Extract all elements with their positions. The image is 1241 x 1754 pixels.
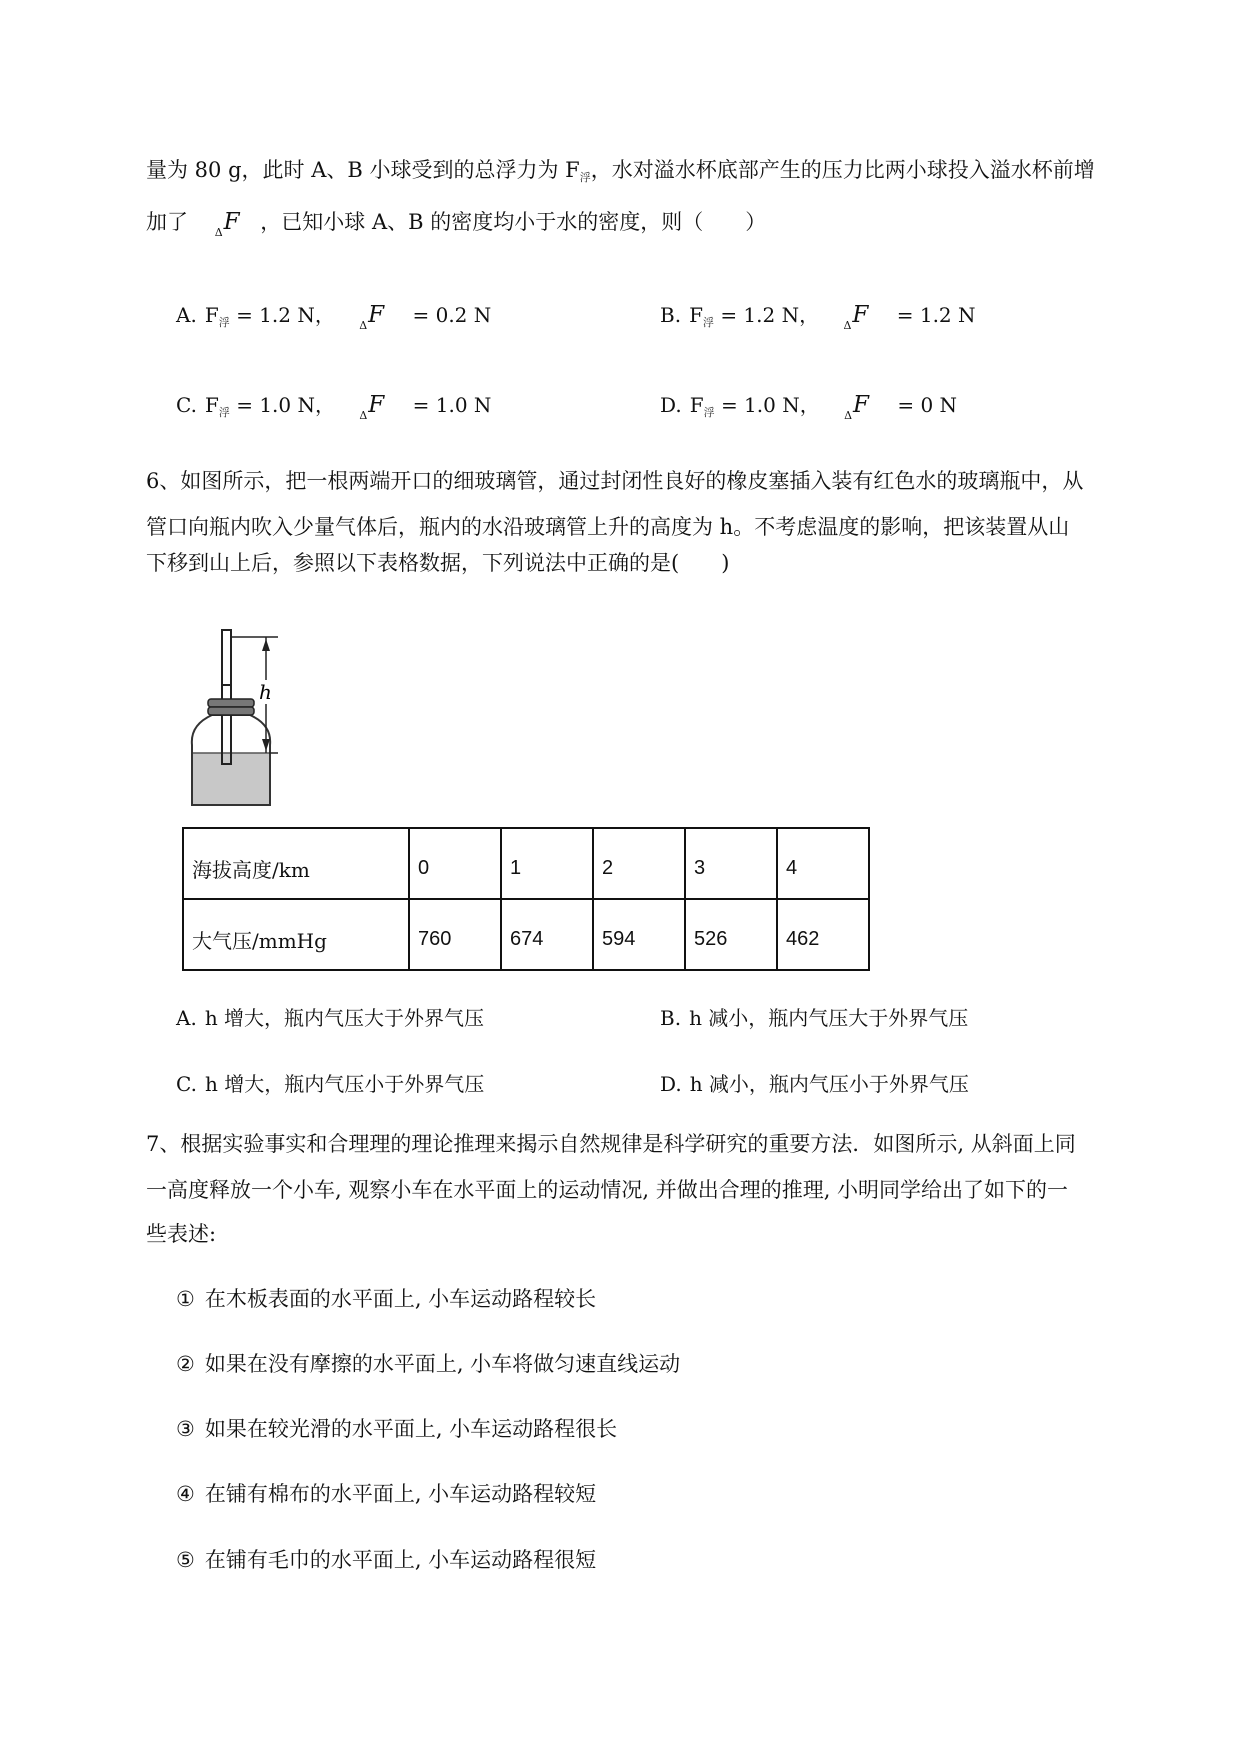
- statement-text: 如果在较光滑的水平面上, 小车运动路程很长: [204, 1417, 618, 1441]
- q5-option-a[interactable]: [176, 300, 491, 341]
- q6-option-d[interactable]: [660, 1069, 969, 1099]
- table-row: [183, 828, 869, 899]
- q5-option-c[interactable]: [176, 390, 491, 431]
- q6-option-c[interactable]: [176, 1069, 484, 1099]
- q5-stem-line-2: [146, 207, 766, 248]
- option-text: h 减小，瓶内气压大于外界气压: [689, 1006, 969, 1030]
- option-value: = 1.2 N: [896, 303, 976, 327]
- option-label: D.: [660, 1072, 682, 1096]
- q5-stem-text: 加了: [146, 210, 188, 234]
- q6-stem-line-3: 下移到山上后，参照以下表格数据，下列说法中正确的是( ): [146, 551, 730, 575]
- q7-stem-line-3: 些表述:: [146, 1222, 217, 1246]
- statement-text: 在铺有棉布的水平面上, 小车运动路程较短: [204, 1482, 597, 1506]
- force-symbol: F: [223, 209, 240, 235]
- option-label: A.: [176, 1006, 197, 1030]
- option-label: C.: [176, 393, 197, 417]
- option-label: C.: [176, 1072, 197, 1096]
- option-value: = 1.2 N，: [720, 303, 820, 327]
- buoyancy-subscript: 浮: [703, 406, 715, 419]
- buoyancy-subscript: 浮: [218, 406, 230, 419]
- option-label: A.: [176, 303, 197, 327]
- option-label: D.: [660, 393, 682, 417]
- altitude-pressure-table: [182, 827, 870, 971]
- delta-symbol: Δ: [843, 319, 852, 332]
- table-row: [183, 899, 869, 970]
- q5-option-b[interactable]: [660, 300, 976, 341]
- q5-stem-text: ，已知小球 A、B 的密度均小于水的密度，则（ ）: [260, 210, 767, 234]
- force-symbol: F: [689, 393, 704, 417]
- delta-symbol: Δ: [214, 226, 223, 239]
- option-text: h 增大，瓶内气压小于外界气压: [204, 1072, 485, 1096]
- table-cell: 674: [501, 899, 593, 970]
- force-symbol: F: [853, 392, 869, 418]
- q7-statement-4: [176, 1479, 596, 1509]
- q6-stem-line-2: 管口向瓶内吹入少量气体后，瓶内的水沿玻璃管上升的高度为 h。不考虑温度的影响，把该装置从山: [146, 515, 1070, 539]
- q6-option-a[interactable]: [176, 1003, 484, 1033]
- option-text: h 减小，瓶内气压小于外界气压: [689, 1072, 969, 1096]
- force-symbol: F: [368, 302, 385, 328]
- statement-text: 在铺有毛巾的水平面上, 小车运动路程很短: [204, 1548, 597, 1572]
- table-cell: 4: [777, 828, 869, 899]
- table-header-pressure: 大气压/mmHg: [183, 899, 409, 970]
- option-value: = 0.2 N: [412, 303, 492, 327]
- q5-stem-text: 量为 80 g，此时 A、B 小球受到的总浮力为 F: [146, 158, 580, 182]
- buoyancy-subscript: 浮: [702, 316, 714, 329]
- q7-stem-line-1: 7、根据实验事实和合理理的理论推理来揭示自然规律是科学研究的重要方法．如图所示, 从斜面上同: [146, 1132, 1076, 1156]
- statement-number: ④: [176, 1482, 195, 1506]
- q7-statement-5: [176, 1545, 596, 1575]
- force-symbol: F: [689, 303, 703, 327]
- statement-text: 在木板表面的水平面上, 小车运动路程较长: [204, 1287, 597, 1311]
- stopper-ring: [208, 699, 254, 707]
- statement-number: ②: [176, 1352, 195, 1376]
- option-label: B.: [660, 1006, 682, 1030]
- table-cell: 3: [685, 828, 777, 899]
- force-symbol: F: [204, 303, 219, 327]
- table-cell: 594: [593, 899, 685, 970]
- buoyancy-subscript: 浮: [218, 316, 230, 329]
- delta-symbol: Δ: [844, 409, 853, 422]
- option-value: = 0 N: [897, 393, 958, 417]
- option-value: = 1.0 N，: [236, 393, 335, 417]
- statement-text: 如果在没有摩擦的水平面上, 小车将做匀速直线运动: [204, 1352, 681, 1376]
- table-cell: 760: [409, 899, 501, 970]
- q7-statement-1: [176, 1284, 596, 1314]
- q5-option-d[interactable]: [660, 390, 957, 431]
- statement-number: ⑤: [176, 1548, 195, 1572]
- table-cell: 0: [409, 828, 501, 899]
- delta-symbol: Δ: [359, 409, 368, 422]
- stopper-ring: [208, 707, 254, 715]
- force-symbol: F: [204, 393, 219, 417]
- q6-stem-line-1: 6、如图所示，把一根两端开口的细玻璃管，通过封闭性良好的橡皮塞插入装有红色水的玻璃瓶中，从: [146, 469, 1084, 493]
- option-text: h 增大，瓶内气压大于外界气压: [204, 1006, 485, 1030]
- table-header-altitude: 海拔高度/km: [183, 828, 409, 899]
- table-cell: 2: [593, 828, 685, 899]
- delta-symbol: Δ: [359, 319, 368, 332]
- height-label: h: [259, 680, 272, 704]
- table-cell: 462: [777, 899, 869, 970]
- table-cell: 526: [685, 899, 777, 970]
- bottle-figure: [186, 625, 316, 810]
- option-label: B.: [660, 303, 682, 327]
- q5-stem-text: ，水对溢水杯底部产生的压力比两小球投入溢水杯前增: [590, 158, 1095, 182]
- q7-statement-2: [176, 1349, 680, 1379]
- option-value: = 1.2 N，: [236, 303, 335, 327]
- statement-number: ③: [176, 1417, 195, 1441]
- q7-statement-3: [176, 1414, 617, 1444]
- q7-stem-line-2: 一高度释放一个小车, 观察小车在水平面上的运动情况, 并做出合理的推理, 小明同学给出了如下的一: [146, 1178, 1069, 1202]
- statement-number: ①: [176, 1287, 195, 1311]
- buoyancy-subscript: 浮: [579, 171, 591, 184]
- option-value: = 1.0 N: [412, 393, 492, 417]
- q5-stem-line-1: [146, 155, 1095, 193]
- force-symbol: F: [368, 392, 385, 418]
- force-symbol: F: [852, 302, 869, 328]
- table-cell: 1: [501, 828, 593, 899]
- q6-option-b[interactable]: [660, 1003, 968, 1033]
- option-value: = 1.0 N，: [720, 393, 820, 417]
